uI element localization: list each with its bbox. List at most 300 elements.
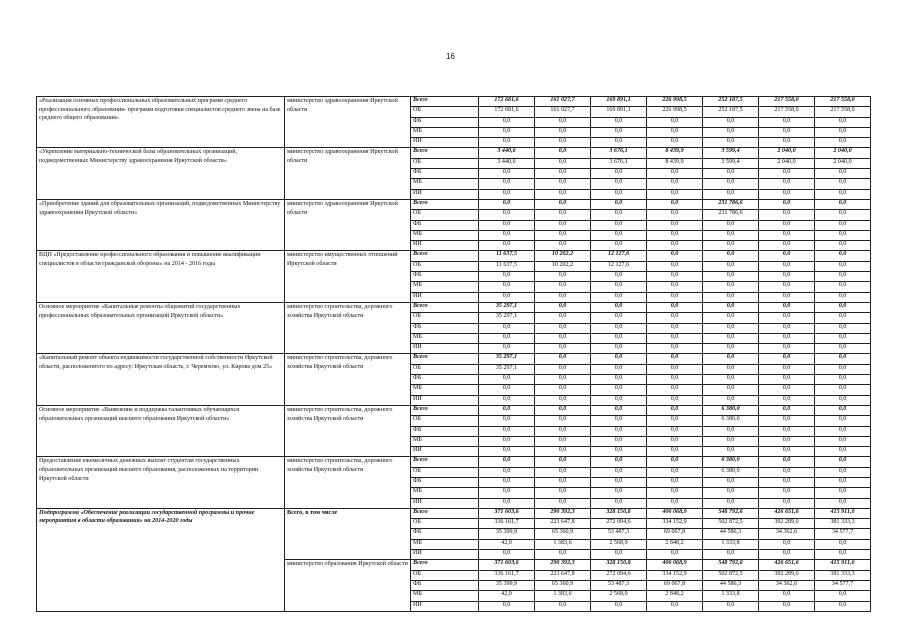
amount-cell: 0,0 bbox=[815, 169, 871, 179]
amount-cell: 0,0 bbox=[479, 272, 535, 282]
amount-cell: 0,0 bbox=[759, 169, 815, 179]
amount-cell: 0,0 bbox=[647, 488, 703, 498]
table-row bbox=[37, 302, 871, 312]
amount-cell: 0,0 bbox=[479, 117, 535, 127]
amount-cell: 0,0 bbox=[535, 447, 591, 457]
amount-cell: 0,0 bbox=[479, 179, 535, 189]
amount-cell: 161 027,7 bbox=[535, 97, 591, 107]
budget-table bbox=[36, 96, 871, 612]
amount-cell: 0,0 bbox=[759, 416, 815, 426]
funding-source: МБ bbox=[411, 436, 479, 446]
executor-cell: министерство строительства, дорожного хозяйства Иркутской области bbox=[285, 302, 411, 353]
amount-cell: 0,0 bbox=[647, 395, 703, 405]
amount-cell: 0,0 bbox=[591, 117, 647, 127]
amount-cell: 0,0 bbox=[535, 189, 591, 199]
amount-cell: 0,0 bbox=[535, 179, 591, 189]
amount-cell: 34 577,7 bbox=[815, 580, 871, 590]
amount-cell: 0,0 bbox=[647, 550, 703, 560]
amount-cell: 0,0 bbox=[703, 333, 759, 343]
amount-cell: 0,0 bbox=[647, 601, 703, 611]
amount-cell: 0,0 bbox=[535, 272, 591, 282]
amount-cell: 217 558,0 bbox=[759, 107, 815, 117]
funding-source: МБ bbox=[411, 230, 479, 240]
amount-cell: 0,0 bbox=[815, 395, 871, 405]
amount-cell: 0,0 bbox=[703, 272, 759, 282]
activity-description: ВЦП «Предоставление профессионального образования и повышение квалификации специалистов в области гражданской обороны» на 2014 - 2016 годы bbox=[37, 251, 285, 302]
amount-cell: 42,0 bbox=[479, 539, 535, 549]
amount-cell: 0,0 bbox=[479, 488, 535, 498]
amount-cell: 0,0 bbox=[759, 467, 815, 477]
amount-cell: 0,0 bbox=[647, 292, 703, 302]
amount-cell: 0,0 bbox=[815, 127, 871, 137]
amount-cell: 0,0 bbox=[591, 230, 647, 240]
amount-cell: 2 848,2 bbox=[647, 539, 703, 549]
funding-source: ФБ bbox=[411, 426, 479, 436]
amount-cell: 0,0 bbox=[759, 405, 815, 415]
executor-cell: министерство здравоохранения Иркутской области bbox=[285, 148, 411, 199]
amount-cell: 0,0 bbox=[759, 138, 815, 148]
amount-cell: 548 792,6 bbox=[703, 508, 759, 518]
amount-cell: 0,0 bbox=[759, 179, 815, 189]
funding-source: Всего bbox=[411, 457, 479, 467]
amount-cell: 0,0 bbox=[535, 354, 591, 364]
amount-cell: 0,0 bbox=[703, 477, 759, 487]
amount-cell: 0,0 bbox=[647, 127, 703, 137]
amount-cell: 0,0 bbox=[759, 436, 815, 446]
amount-cell: 272 094,6 bbox=[591, 570, 647, 580]
amount-cell: 0,0 bbox=[479, 447, 535, 457]
amount-cell: 6 380,0 bbox=[703, 416, 759, 426]
amount-cell: 0,0 bbox=[535, 323, 591, 333]
funding-source: ИИ bbox=[411, 498, 479, 508]
amount-cell: 0,0 bbox=[703, 117, 759, 127]
amount-cell: 0,0 bbox=[703, 230, 759, 240]
executor-cell: министерство строительства, дорожного хозяйства Иркутской области bbox=[285, 354, 411, 405]
amount-cell: 35 297,1 bbox=[479, 364, 535, 374]
amount-cell: 336 161,7 bbox=[479, 519, 535, 529]
amount-cell: 2 040,0 bbox=[759, 158, 815, 168]
amount-cell: 0,0 bbox=[591, 169, 647, 179]
activity-description: «Капитальный ремонт объекта недвижимости государственной собственности Иркутской области, расположенного по адресу: Иркутская область, г. Черемхово, ул. Кирова дом 25» bbox=[37, 354, 285, 405]
amount-cell: 0,0 bbox=[535, 405, 591, 415]
amount-cell: 0,0 bbox=[591, 477, 647, 487]
amount-cell: 0,0 bbox=[815, 344, 871, 354]
amount-cell: 3 440,6 bbox=[479, 158, 535, 168]
amount-cell: 0,0 bbox=[759, 117, 815, 127]
amount-cell: 0,0 bbox=[647, 467, 703, 477]
amount-cell: 0,0 bbox=[535, 364, 591, 374]
amount-cell: 223 647,8 bbox=[535, 519, 591, 529]
amount-cell: 0,0 bbox=[759, 292, 815, 302]
funding-source: МБ bbox=[411, 385, 479, 395]
amount-cell: 3 676,1 bbox=[591, 158, 647, 168]
amount-cell: 0,0 bbox=[815, 210, 871, 220]
amount-cell: 0,0 bbox=[703, 302, 759, 312]
amount-cell: 0,0 bbox=[759, 272, 815, 282]
amount-cell: 0,0 bbox=[759, 539, 815, 549]
amount-cell: 0,0 bbox=[479, 220, 535, 230]
amount-cell: 0,0 bbox=[703, 354, 759, 364]
amount-cell: 0,0 bbox=[703, 498, 759, 508]
amount-cell: 0,0 bbox=[759, 601, 815, 611]
amount-cell: 0,0 bbox=[591, 601, 647, 611]
funding-source: ИИ bbox=[411, 344, 479, 354]
amount-cell: 2 568,9 bbox=[591, 591, 647, 601]
funding-source: ФБ bbox=[411, 375, 479, 385]
funding-source: ФБ bbox=[411, 323, 479, 333]
amount-cell: 0,0 bbox=[759, 488, 815, 498]
amount-cell: 0,0 bbox=[535, 220, 591, 230]
amount-cell: 217 558,0 bbox=[815, 107, 871, 117]
amount-cell: 0,0 bbox=[479, 457, 535, 467]
amount-cell: 0,0 bbox=[815, 220, 871, 230]
amount-cell: 0,0 bbox=[703, 364, 759, 374]
amount-cell: 65 360,9 bbox=[535, 529, 591, 539]
amount-cell: 0,0 bbox=[815, 241, 871, 251]
amount-cell: 0,0 bbox=[815, 251, 871, 261]
executor-cell: министерство здравоохранения Иркутской области bbox=[285, 97, 411, 148]
amount-cell: 11 637,5 bbox=[479, 251, 535, 261]
amount-cell: 0,0 bbox=[815, 117, 871, 127]
amount-cell: 0,0 bbox=[759, 591, 815, 601]
amount-cell: 0,0 bbox=[703, 179, 759, 189]
amount-cell: 0,0 bbox=[815, 364, 871, 374]
funding-source: ОБ bbox=[411, 467, 479, 477]
amount-cell: 328 150,8 bbox=[591, 508, 647, 518]
amount-cell: 0,0 bbox=[815, 261, 871, 271]
amount-cell: 0,0 bbox=[591, 344, 647, 354]
amount-cell: 2 040,0 bbox=[815, 148, 871, 158]
executor-cell: министерство имущественных отношений Иркутской области bbox=[285, 251, 411, 302]
funding-source: МБ bbox=[411, 282, 479, 292]
table-row bbox=[37, 251, 871, 261]
amount-cell: 0,0 bbox=[591, 364, 647, 374]
amount-cell: 0,0 bbox=[703, 323, 759, 333]
amount-cell: 0,0 bbox=[591, 189, 647, 199]
amount-cell: 0,0 bbox=[535, 498, 591, 508]
amount-cell: 69 067,8 bbox=[647, 529, 703, 539]
amount-cell: 0,0 bbox=[647, 436, 703, 446]
funding-source: Всего bbox=[411, 354, 479, 364]
amount-cell: 0,0 bbox=[759, 210, 815, 220]
amount-cell: 0,0 bbox=[591, 138, 647, 148]
amount-cell: 0,0 bbox=[479, 416, 535, 426]
amount-cell: 65 360,9 bbox=[535, 580, 591, 590]
amount-cell: 0,0 bbox=[535, 138, 591, 148]
amount-cell: 0,0 bbox=[591, 385, 647, 395]
amount-cell: 0,0 bbox=[703, 138, 759, 148]
amount-cell: 0,0 bbox=[815, 230, 871, 240]
amount-cell: 0,0 bbox=[703, 127, 759, 137]
amount-cell: 0,0 bbox=[759, 550, 815, 560]
amount-cell: 0,0 bbox=[591, 210, 647, 220]
amount-cell: 0,0 bbox=[759, 189, 815, 199]
amount-cell: 0,0 bbox=[703, 601, 759, 611]
amount-cell: 0,0 bbox=[647, 241, 703, 251]
amount-cell: 0,0 bbox=[647, 426, 703, 436]
amount-cell: 0,0 bbox=[535, 158, 591, 168]
funding-source: ИИ bbox=[411, 601, 479, 611]
amount-cell: 169 891,1 bbox=[591, 97, 647, 107]
amount-cell: 0,0 bbox=[535, 385, 591, 395]
funding-source: Всего bbox=[411, 97, 479, 107]
amount-cell: 272 094,6 bbox=[591, 519, 647, 529]
amount-cell: 1 333,8 bbox=[703, 591, 759, 601]
amount-cell: 69 067,8 bbox=[647, 580, 703, 590]
amount-cell: 0,0 bbox=[479, 395, 535, 405]
amount-cell: 0,0 bbox=[591, 405, 647, 415]
amount-cell: 0,0 bbox=[535, 333, 591, 343]
amount-cell: 0,0 bbox=[815, 333, 871, 343]
amount-cell: 0,0 bbox=[535, 426, 591, 436]
amount-cell: 35 297,1 bbox=[479, 354, 535, 364]
amount-cell: 6 380,0 bbox=[703, 467, 759, 477]
amount-cell: 34 577,7 bbox=[815, 529, 871, 539]
amount-cell: 0,0 bbox=[479, 241, 535, 251]
amount-cell: 35 399,9 bbox=[479, 529, 535, 539]
amount-cell: 0,0 bbox=[647, 169, 703, 179]
funding-source: Всего bbox=[411, 148, 479, 158]
amount-cell: 0,0 bbox=[591, 354, 647, 364]
amount-cell: 0,0 bbox=[815, 477, 871, 487]
amount-cell: 217 558,0 bbox=[759, 97, 815, 107]
amount-cell: 3 599,4 bbox=[703, 148, 759, 158]
amount-cell: 0,0 bbox=[535, 601, 591, 611]
amount-cell: 0,0 bbox=[759, 385, 815, 395]
amount-cell: 0,0 bbox=[759, 364, 815, 374]
amount-cell: 0,0 bbox=[759, 230, 815, 240]
amount-cell: 231 786,6 bbox=[703, 210, 759, 220]
amount-cell: 0,0 bbox=[759, 395, 815, 405]
amount-cell: 6 380,0 bbox=[703, 405, 759, 415]
funding-source: ФБ bbox=[411, 477, 479, 487]
amount-cell: 0,0 bbox=[591, 436, 647, 446]
amount-cell: 415 911,0 bbox=[815, 508, 871, 518]
amount-cell: 0,0 bbox=[815, 447, 871, 457]
funding-source: МБ bbox=[411, 539, 479, 549]
amount-cell: 0,0 bbox=[479, 210, 535, 220]
amount-cell: 0,0 bbox=[815, 457, 871, 467]
amount-cell: 0,0 bbox=[815, 467, 871, 477]
amount-cell: 0,0 bbox=[591, 220, 647, 230]
amount-cell: 0,0 bbox=[815, 199, 871, 209]
amount-cell: 0,0 bbox=[815, 138, 871, 148]
amount-cell: 0,0 bbox=[591, 292, 647, 302]
amount-cell: 223 647,8 bbox=[535, 570, 591, 580]
amount-cell: 0,0 bbox=[535, 457, 591, 467]
funding-source: ИИ bbox=[411, 447, 479, 457]
amount-cell: 426 651,6 bbox=[759, 560, 815, 570]
amount-cell: 0,0 bbox=[647, 282, 703, 292]
table-row bbox=[37, 97, 871, 107]
amount-cell: 371 603,6 bbox=[479, 508, 535, 518]
amount-cell: 0,0 bbox=[647, 457, 703, 467]
amount-cell: 0,0 bbox=[815, 405, 871, 415]
amount-cell: 0,0 bbox=[479, 333, 535, 343]
funding-source: Всего bbox=[411, 302, 479, 312]
amount-cell: 0,0 bbox=[479, 127, 535, 137]
amount-cell: 0,0 bbox=[815, 488, 871, 498]
amount-cell: 0,0 bbox=[647, 405, 703, 415]
amount-cell: 0,0 bbox=[591, 467, 647, 477]
executor-cell: министерство здравоохранения Иркутской области bbox=[285, 199, 411, 250]
amount-cell: 0,0 bbox=[759, 261, 815, 271]
amount-cell: 381 333,3 bbox=[815, 570, 871, 580]
amount-cell: 172 681,6 bbox=[479, 107, 535, 117]
amount-cell: 0,0 bbox=[535, 199, 591, 209]
amount-cell: 0,0 bbox=[703, 344, 759, 354]
amount-cell: 336 161,7 bbox=[479, 570, 535, 580]
activity-description: «Укрепление материально-технической базы образовательных организаций, подведомственных Министерству здравоохранения Иркутской области» bbox=[37, 148, 285, 199]
funding-source: МБ bbox=[411, 127, 479, 137]
funding-source: Всего bbox=[411, 560, 479, 570]
amount-cell: 0,0 bbox=[759, 354, 815, 364]
amount-cell: 1 383,6 bbox=[535, 539, 591, 549]
activity-description: Основное мероприятие «Выявление и поддержка талантливых обучающихся образовательных организаций высшего образования Иркутской области» bbox=[37, 405, 285, 456]
page-number: 16 bbox=[446, 52, 455, 61]
funding-source: ИИ bbox=[411, 395, 479, 405]
amount-cell: 53 487,3 bbox=[591, 529, 647, 539]
executor-cell: министерство строительства, дорожного хозяйства Иркутской области bbox=[285, 405, 411, 456]
amount-cell: 381 333,3 bbox=[815, 519, 871, 529]
table-row bbox=[37, 148, 871, 158]
amount-cell: 0,0 bbox=[703, 241, 759, 251]
amount-cell: 0,0 bbox=[815, 302, 871, 312]
amount-cell: 44 586,3 bbox=[703, 580, 759, 590]
funding-source: ИИ bbox=[411, 189, 479, 199]
amount-cell: 0,0 bbox=[647, 498, 703, 508]
amount-cell: 0,0 bbox=[535, 416, 591, 426]
executor-cell: министерство образования Иркутской области bbox=[285, 560, 411, 611]
table-row bbox=[37, 405, 871, 415]
amount-cell: 2 568,9 bbox=[591, 539, 647, 549]
funding-source: Всего bbox=[411, 508, 479, 518]
amount-cell: 0,0 bbox=[535, 344, 591, 354]
amount-cell: 0,0 bbox=[479, 169, 535, 179]
amount-cell: 0,0 bbox=[703, 282, 759, 292]
funding-source: Всего bbox=[411, 199, 479, 209]
executor-cell: министерство строительства, дорожного хозяйства Иркутской области bbox=[285, 457, 411, 508]
amount-cell: 0,0 bbox=[479, 375, 535, 385]
amount-cell: 10 202,2 bbox=[535, 261, 591, 271]
activity-description: Предоставление ежемесячных денежных выплат студентам государственных образовательных организаций высшего образования, расположенных на территории Иркутской области bbox=[37, 457, 285, 508]
amount-cell: 161 027,7 bbox=[535, 107, 591, 117]
amount-cell: 0,0 bbox=[535, 375, 591, 385]
amount-cell: 0,0 bbox=[591, 333, 647, 343]
funding-source: ОБ bbox=[411, 416, 479, 426]
amount-cell: 226 998,5 bbox=[647, 97, 703, 107]
funding-source: ОБ bbox=[411, 570, 479, 580]
activity-description: Основное мероприятие «Капитальные ремонты общежитий государственных профессиональных образовательных организаций Иркутской области» bbox=[37, 302, 285, 353]
amount-cell: 0,0 bbox=[479, 199, 535, 209]
amount-cell: 217 558,0 bbox=[815, 97, 871, 107]
amount-cell: 392 289,0 bbox=[759, 519, 815, 529]
amount-cell: 3 440,6 bbox=[479, 148, 535, 158]
amount-cell: 0,0 bbox=[591, 550, 647, 560]
amount-cell: 0,0 bbox=[759, 313, 815, 323]
amount-cell: 0,0 bbox=[703, 385, 759, 395]
amount-cell: 0,0 bbox=[647, 261, 703, 271]
amount-cell: 0,0 bbox=[591, 302, 647, 312]
activity-description: «Реализация основных профессиональных образовательных программ среднего профессионального образования- программ подготовки специалистов среднего звена на базе среднего общего образования» bbox=[37, 97, 285, 148]
amount-cell: 2 040,0 bbox=[815, 158, 871, 168]
amount-cell: 406 068,9 bbox=[647, 560, 703, 570]
amount-cell: 290 392,3 bbox=[535, 508, 591, 518]
amount-cell: 0,0 bbox=[535, 313, 591, 323]
amount-cell: 35 399,9 bbox=[479, 580, 535, 590]
amount-cell: 10 202,2 bbox=[535, 251, 591, 261]
amount-cell: 231 786,6 bbox=[703, 199, 759, 209]
amount-cell: 3 676,1 bbox=[591, 148, 647, 158]
funding-source: ОБ bbox=[411, 519, 479, 529]
amount-cell: 0,0 bbox=[591, 282, 647, 292]
funding-source: ИИ bbox=[411, 550, 479, 560]
amount-cell: 8 439,9 bbox=[647, 148, 703, 158]
amount-cell: 53 487,3 bbox=[591, 580, 647, 590]
amount-cell: 1 383,6 bbox=[535, 591, 591, 601]
amount-cell: 0,0 bbox=[703, 189, 759, 199]
amount-cell: 371 603,6 bbox=[479, 560, 535, 570]
amount-cell: 0,0 bbox=[647, 477, 703, 487]
amount-cell: 0,0 bbox=[759, 375, 815, 385]
funding-source: ФБ bbox=[411, 220, 479, 230]
amount-cell: 0,0 bbox=[479, 230, 535, 240]
amount-cell: 0,0 bbox=[647, 210, 703, 220]
amount-cell: 0,0 bbox=[703, 550, 759, 560]
table-row bbox=[37, 199, 871, 209]
amount-cell: 0,0 bbox=[703, 251, 759, 261]
amount-cell: 0,0 bbox=[479, 467, 535, 477]
amount-cell: 0,0 bbox=[815, 416, 871, 426]
amount-cell: 35 297,1 bbox=[479, 302, 535, 312]
amount-cell: 0,0 bbox=[535, 395, 591, 405]
funding-source: МБ bbox=[411, 179, 479, 189]
amount-cell: 0,0 bbox=[535, 292, 591, 302]
funding-source: ОБ bbox=[411, 210, 479, 220]
amount-cell: 0,0 bbox=[703, 292, 759, 302]
amount-cell: 0,0 bbox=[703, 436, 759, 446]
amount-cell: 0,0 bbox=[759, 344, 815, 354]
amount-cell: 0,0 bbox=[647, 354, 703, 364]
amount-cell: 0,0 bbox=[647, 251, 703, 261]
amount-cell: 0,0 bbox=[647, 447, 703, 457]
amount-cell: 0,0 bbox=[535, 148, 591, 158]
amount-cell: 0,0 bbox=[759, 498, 815, 508]
amount-cell: 0,0 bbox=[479, 138, 535, 148]
amount-cell: 0,0 bbox=[591, 416, 647, 426]
funding-source: ФБ bbox=[411, 117, 479, 127]
amount-cell: 392 289,0 bbox=[759, 570, 815, 580]
amount-cell: 0,0 bbox=[647, 199, 703, 209]
amount-cell: 0,0 bbox=[535, 117, 591, 127]
amount-cell: 252 187,5 bbox=[703, 107, 759, 117]
amount-cell: 0,0 bbox=[535, 467, 591, 477]
amount-cell: 0,0 bbox=[479, 405, 535, 415]
amount-cell: 0,0 bbox=[759, 323, 815, 333]
amount-cell: 0,0 bbox=[815, 179, 871, 189]
amount-cell: 0,0 bbox=[591, 313, 647, 323]
activity-description: Подпрограмма «Обеспечение реализации государственной программы и прочие мероприятия в области образования» на 2014-2020 годы bbox=[37, 508, 285, 611]
amount-cell: 0,0 bbox=[815, 292, 871, 302]
amount-cell: 0,0 bbox=[647, 313, 703, 323]
amount-cell: 0,0 bbox=[479, 498, 535, 508]
funding-source: Всего bbox=[411, 405, 479, 415]
amount-cell: 548 792,6 bbox=[703, 560, 759, 570]
amount-cell: 0,0 bbox=[479, 385, 535, 395]
amount-cell: 415 911,0 bbox=[815, 560, 871, 570]
amount-cell: 0,0 bbox=[647, 344, 703, 354]
amount-cell: 34 362,6 bbox=[759, 529, 815, 539]
